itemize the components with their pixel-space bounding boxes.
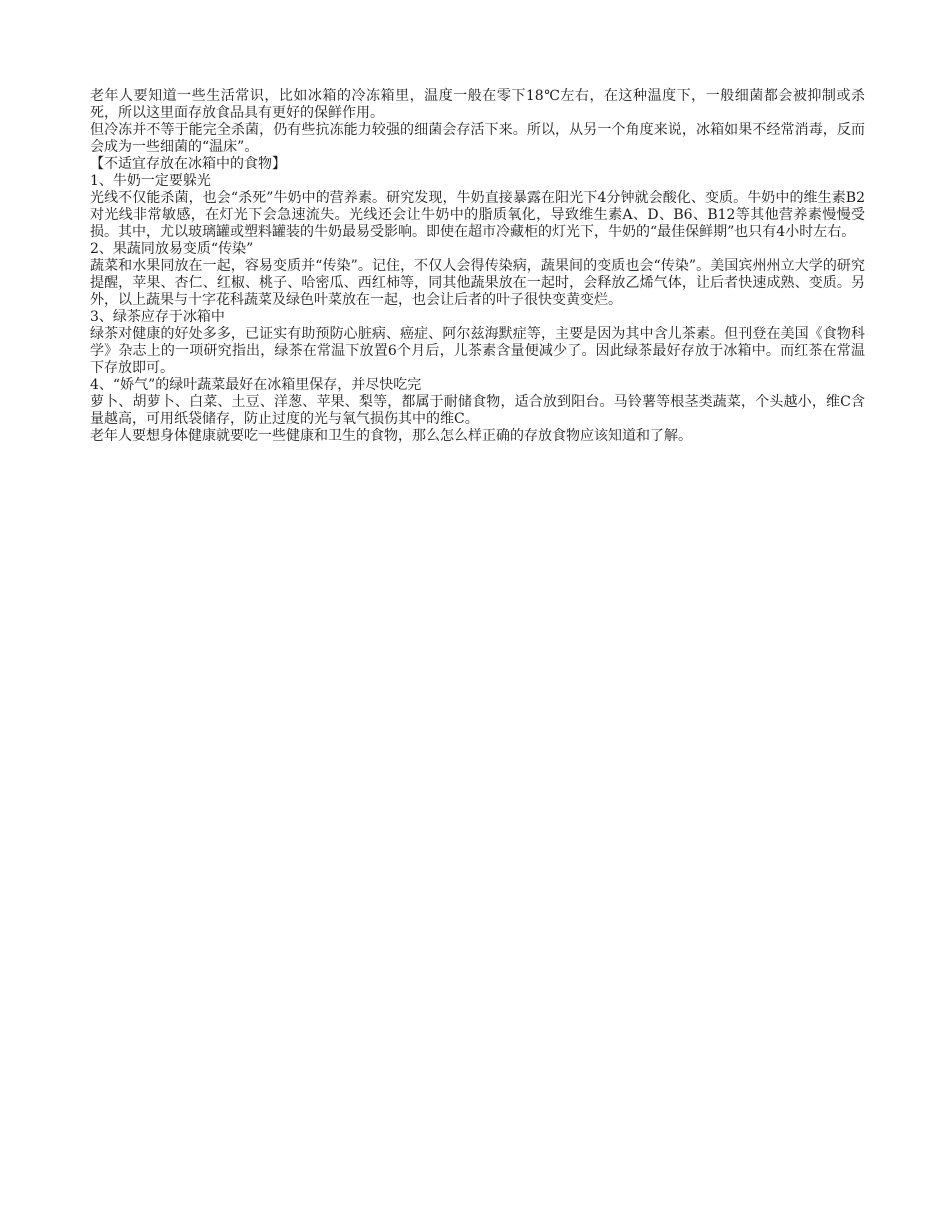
paragraph-fruit-vegetables: 蔬菜和水果同放在一起，容易变质并“传染”。记住，不仅人会得传染病，蔬果间的变质也会“传染”。美国宾州州立大学的研究提醒，苹果、杏仁、红椒、桃子、哈密瓜、西红柿等，同其他蔬果放在一起时，会释放乙烯气体，让后者快速成熟、变质。另外，以上蔬果与十字花科蔬菜及绿色叶菜放在一起，也会让后者的叶子很快变黄变烂。 (90, 258, 865, 308)
section-title-unsuitable-foods: 【不适宜存放在冰箱中的食物】 (90, 156, 286, 172)
subheading-fruit-vegetables: 2、果蔬同放易变质“传染” (90, 241, 254, 257)
subheading-green-tea: 3、绿茶应存于冰箱中 (90, 309, 225, 325)
paragraph-green-tea: 绿茶对健康的好处多多，已证实有助预防心脏病、癌症、阿尔兹海默症等，主要是因为其中含儿茶素。但刊登在美国《食物科学》杂志上的一项研究指出，绿茶在常温下放置6个月后，儿茶素含量便减少了。因此绿茶最好存放于冰箱中。而红茶在常温下存放即可。 (90, 326, 865, 376)
paragraph-milk: 光线不仅能杀菌，也会“杀死”牛奶中的营养素。研究发现，牛奶直接暴露在阳光下4分钟就会酸化、变质。牛奶中的维生素B2对光线非常敏感，在灯光下会急速流失。光线还会让牛奶中的脂质氧化，导致维生素A、D、B6、B12等其他营养素慢慢受损。其中，尤以玻璃罐或塑料罐装的牛奶最易受影响。即使在超市冷藏柜的灯光下，牛奶的“最佳保鲜期”也只有4小时左右。 (90, 190, 865, 240)
paragraph-freezer-intro: 老年人要知道一些生活常识，比如冰箱的冷冻箱里，温度一般在零下18℃左右，在这种温度下，一般细菌都会被抑制或杀死，所以这里面存放食品具有更好的保鲜作用。 (90, 88, 865, 121)
paragraph-freezer-bacteria: 但冷冻并不等于能完全杀菌，仍有些抗冻能力较强的细菌会存活下来。所以，从另一个角度来说，冰箱如果不经常消毒，反而会成为一些细菌的“温床”。 (90, 122, 865, 155)
document-body (90, 88, 865, 445)
paragraph-leafy-greens: 萝卜、胡萝卜、白菜、土豆、洋葱、苹果、梨等，都属于耐储食物，适合放到阳台。马铃薯等根茎类蔬菜，个头越小，维C含量越高，可用纸袋储存，防止过度的光与氧气损伤其中的维C。 (90, 394, 865, 427)
subheading-milk: 1、牛奶一定要躲光 (90, 173, 211, 189)
paragraph-conclusion: 老年人要想身体健康就要吃一些健康和卫生的食物，那么怎么样正确的存放食物应该知道和了解。 (90, 428, 692, 444)
subheading-leafy-greens: 4、“娇气”的绿叶蔬菜最好在冰箱里保存，并尽快吃完 (90, 377, 422, 393)
